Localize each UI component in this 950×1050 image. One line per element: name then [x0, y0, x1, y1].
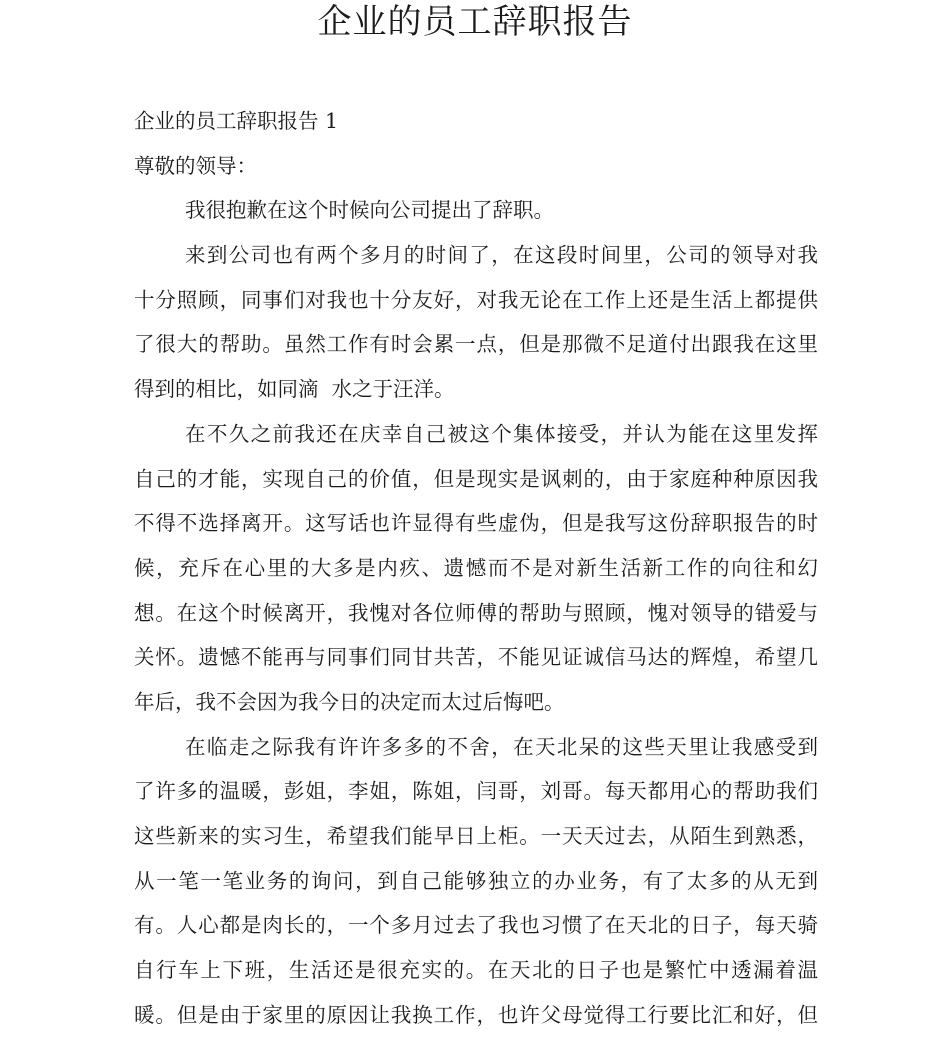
- paragraph: [134, 188, 818, 233]
- paragraph-line: 在临走之际我有许许多多的不舍，在天北呆的这些天里让我感受到: [185, 734, 818, 759]
- document-body: [134, 99, 818, 1037]
- paragraph-line: 了许多的温暖，彭姐，李姐，陈姐，闫哥，刘哥。每天都用心的帮助我们: [134, 779, 818, 804]
- paragraph-line: 关怀。遗憾不能再与同事们同甘共苦，不能见证诚信马达的辉煌，希望几: [134, 645, 818, 670]
- paragraph: [134, 412, 818, 725]
- paragraph-line: 这些新来的实习生，希望我们能早日上柜。一天天过去，从陌生到熟悉，: [134, 824, 818, 848]
- paragraph-line: 我很抱歉在这个时候向公司提出了辞职。: [185, 198, 554, 223]
- paragraph-line: 来到公司也有两个多月的时间了，在这段时间里，公司的领导对我: [185, 243, 818, 268]
- paragraph-line: 在不久之前我还在庆幸自己被这个集体接受，并认为能在这里发挥: [185, 421, 818, 446]
- paragraph-line: 从一笔一笔业务的询问，到自己能够独立的办业务，有了太多的从无到: [134, 868, 818, 893]
- paragraph: [134, 725, 818, 1038]
- paragraph-line: 十分照顾，同事们对我也十分友好，对我无论在工作上还是生活上都提供: [134, 287, 818, 312]
- paragraph-line: 有。人心都是肉长的，一个多月过去了我也习惯了在天北的日子，每天骑: [134, 913, 818, 938]
- document-title: 企业的员工辞职报告: [317, 2, 633, 42]
- section-heading: 企业的员工辞职报告 1: [134, 109, 339, 133]
- paragraph: [134, 233, 818, 412]
- paragraph-line: 暖。但是由于家里的原因让我换工作，也许父母觉得工行要比汇和好，但: [134, 1002, 818, 1027]
- paragraph-line: 候，充斥在心里的大多是内疚、遗憾而不是对新生活新工作的向往和幻: [134, 555, 818, 580]
- paragraph-line: 自己的才能，实现自己的价值，但是现实是讽刺的，由于家庭种种原因我: [134, 466, 818, 491]
- paragraph-line: 自行车上下班，生活还是很充实的。在天北的日子也是繁忙中透漏着温: [134, 958, 818, 983]
- salutation: 尊敬的领导：: [134, 153, 257, 178]
- paragraph-line: 想。在这个时候离开，我愧对各位师傅的帮助与照顾，愧对领导的错爱与: [134, 600, 818, 625]
- paragraph-line: 年后，我不会因为我今日的决定而太过后悔吧。: [134, 689, 565, 714]
- paragraph-line: 了很大的帮助。虽然工作有时会累一点，但是那微不足道付出跟我在这里: [134, 332, 818, 357]
- paragraph-line: 得到的相比，如同滴 水之于汪洋。: [134, 377, 455, 402]
- paragraph-line: 不得不选择离开。这写话也许显得有些虚伪，但是我写这份辞职报告的时: [134, 511, 818, 536]
